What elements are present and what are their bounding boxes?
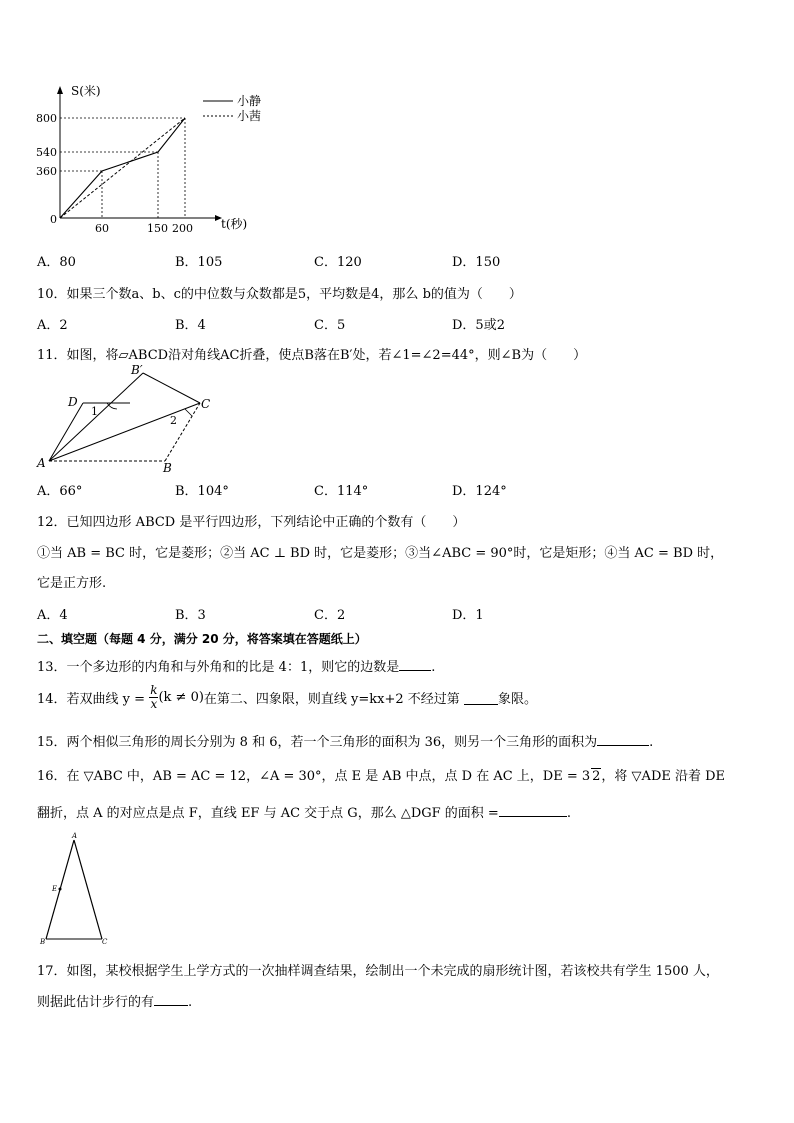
q17-answer-blank[interactable]: [154, 992, 188, 1006]
q9-option-b[interactable]: B．105: [175, 255, 223, 270]
q9-option-d[interactable]: D．150: [452, 255, 501, 270]
q10-option-a[interactable]: A．2: [37, 318, 68, 333]
q12-option-d[interactable]: D．1: [452, 608, 484, 623]
q11-option-a[interactable]: A．66°: [37, 484, 83, 499]
svg-text:A: A: [37, 456, 46, 470]
q16-question: 16．在 ▽ABC 中，AB = AC = 12，∠A = 30°，点 E 是 AB 中点，点 D 在 AC 上，DE = 3 2，将 ▽ADE 沿着 DE: [37, 769, 726, 784]
section-header-fill-in: 二、填空题（每题 4 分，满分 20 分，将答案填在答题纸上）: [37, 632, 367, 646]
q12-option-c[interactable]: C．2: [314, 608, 346, 623]
svg-text:1: 1: [91, 405, 98, 418]
q17-question: 17．如图，某校根据学生上学方式的一次抽样调查结果，绘制出一个未完成的扇形统计图，若该校共有学生 1500 人，: [37, 964, 719, 979]
q13-question: 13．一个多边形的内角和与外角和的比是 4：1，则它的边数是 .: [37, 656, 435, 675]
svg-text:D: D: [68, 395, 78, 409]
q11-parallelogram-figure: [35, 364, 220, 474]
legend-xiaojing: 小静: [237, 94, 262, 108]
x-axis-label: t(秒): [221, 217, 248, 231]
legend-xiaoqian: 小茜: [237, 109, 262, 123]
q16-triangle-figure: [38, 832, 110, 947]
q12-question: 12．已知四边形 ABCD 是平行四边形，下列结论中正确的个数有（ ）: [37, 515, 466, 530]
svg-text:2: 2: [170, 414, 177, 427]
q10-option-b[interactable]: B．4: [175, 318, 206, 333]
q11-option-d[interactable]: D．124°: [452, 484, 507, 499]
q13-answer-blank[interactable]: [399, 657, 431, 671]
sqrt-radicand: 2: [592, 769, 601, 784]
distance-time-graph: [35, 78, 295, 238]
svg-text:A: A: [72, 832, 78, 840]
q12-statements: ①当 AB = BC 时，它是菱形；②当 AC ⊥ BD 时，它是菱形；③当∠ABC = 90°时，它是矩形；④当 AC = BD 时，: [37, 546, 724, 561]
q11-option-b[interactable]: B．104°: [175, 484, 229, 499]
q11-question: 11．如图，将▱ABCD沿对角线AC折叠，使点B落在B′处，若∠1=∠2=44°，则∠B为（ ）: [37, 348, 587, 363]
q12-option-b[interactable]: B．3: [175, 608, 206, 623]
origin-label: 0: [50, 213, 57, 226]
q12-option-a[interactable]: A．4: [37, 608, 68, 623]
q10-question: 10．如果三个数a、b、c的中位数与众数都是5，平均数是4，那么 b的值为（ ）: [37, 287, 522, 302]
x-tick: 60: [95, 222, 109, 235]
q11-option-c[interactable]: C．114°: [314, 484, 369, 499]
q16-question-cont: 翻折，点 A 的对应点是点 F，直线 EF 与 AC 交于点 G，那么 △DGF 的面积 = .: [37, 802, 571, 821]
svg-text:B′: B′: [131, 364, 143, 377]
fraction-k-over-x: $\frac{k}{x}$: [150, 683, 158, 711]
svg-text:C: C: [201, 397, 211, 411]
svg-text:E: E: [52, 885, 58, 893]
q17-question-cont: 则据此估计步行的有 .: [37, 991, 192, 1010]
svg-text:C: C: [102, 938, 108, 946]
y-axis-label: S(米): [71, 84, 101, 98]
q15-question: 15．两个相似三角形的周长分别为 8 和 6，若一个三角形的面积为 36，则另一个三角形的面积为 .: [37, 731, 653, 750]
q10-option-d[interactable]: D．5或2: [452, 318, 505, 333]
x-tick: 200: [172, 222, 193, 235]
q16-answer-blank[interactable]: [499, 803, 567, 817]
q9-option-c[interactable]: C．120: [314, 255, 362, 270]
q14-answer-blank[interactable]: [464, 691, 498, 705]
svg-text:B: B: [163, 461, 172, 474]
svg-text:B: B: [40, 938, 46, 946]
q9-option-a[interactable]: A．80: [37, 255, 76, 270]
y-tick: 540: [36, 146, 57, 159]
y-tick: 360: [36, 165, 57, 178]
q10-option-c[interactable]: C．5: [314, 318, 346, 333]
y-tick: 800: [36, 112, 57, 125]
q12-statements-cont: 它是正方形.: [37, 576, 107, 591]
series-xiaoqian-line: [60, 118, 185, 218]
q15-answer-blank[interactable]: [597, 732, 649, 746]
x-tick: 150: [147, 222, 168, 235]
q14-question: 14．若双曲线 y = $\frac{k}{x}$ (k ≠ 0)在第二、四象限，则直线 y=kx+2 不经过第 象限。: [37, 683, 537, 711]
